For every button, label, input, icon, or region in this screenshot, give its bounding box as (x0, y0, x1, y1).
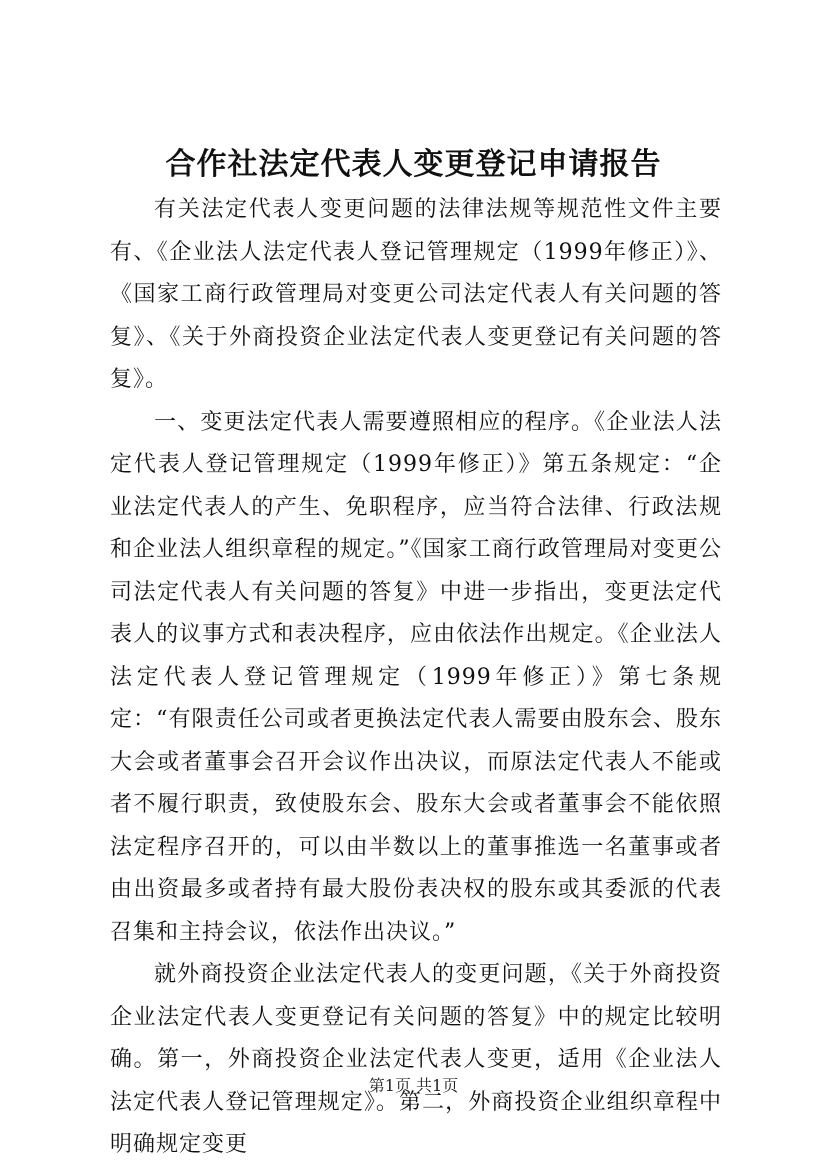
paragraph-2: 一、变更法定代表人需要遵照相应的程序。《企业法人法定代表人登记管理规定（1999年修正）》第五条规定：“企业法定代表人的产生、免职程序，应当符合法律、行政法规和企业法人组织章程的规定。”《国家工商行政管理局对变更公司法定代表人有关问题的答复》中进一步指出，变更法定代表人的议事方式和表决程序，应由依法作出规定。《企业法人法定代表人登记管理规定（1999年修正）》第七条规定：“有限责任公司或者更换法定代表人需要由股东会、股东大会或者董事会召开会议作出决议，而原法定代表人不能或者不履行职责，致使股东会、股东大会或者董事会不能依照法定程序召开的，可以由半数以上的董事推选一名董事或者由出资最多或者持有最大股份表决权的股东或其委派的代表召集和主持会议，依法作出决议。” (110, 409, 722, 945)
paragraph-1: 有关法定代表人变更问题的法律法规等规范性文件主要有、《企业法人法定代表人登记管理规定（1999年修正）》、《国家工商行政管理局对变更公司法定代表人有关问题的答复》、《关于外商投资企业法定代表人变更登记有关问题的答复》。 (110, 197, 722, 392)
document-title: 合作社法定代表人变更登记申请报告 (165, 147, 662, 182)
paragraph-3: 就外商投资企业法定代表人的变更问题，《关于外商投资企业法定代表人变更登记有关问题的答复》中的规定比较明确。第一，外商投资企业法定代表人变更，适用《企业法人法定代表人登记管理规定》。第二，外商投资企业组织章程中明确规定变更 (110, 962, 722, 1157)
page-number-footer: 第1页 共1页 (368, 1076, 459, 1095)
document-body (110, 189, 722, 1167)
